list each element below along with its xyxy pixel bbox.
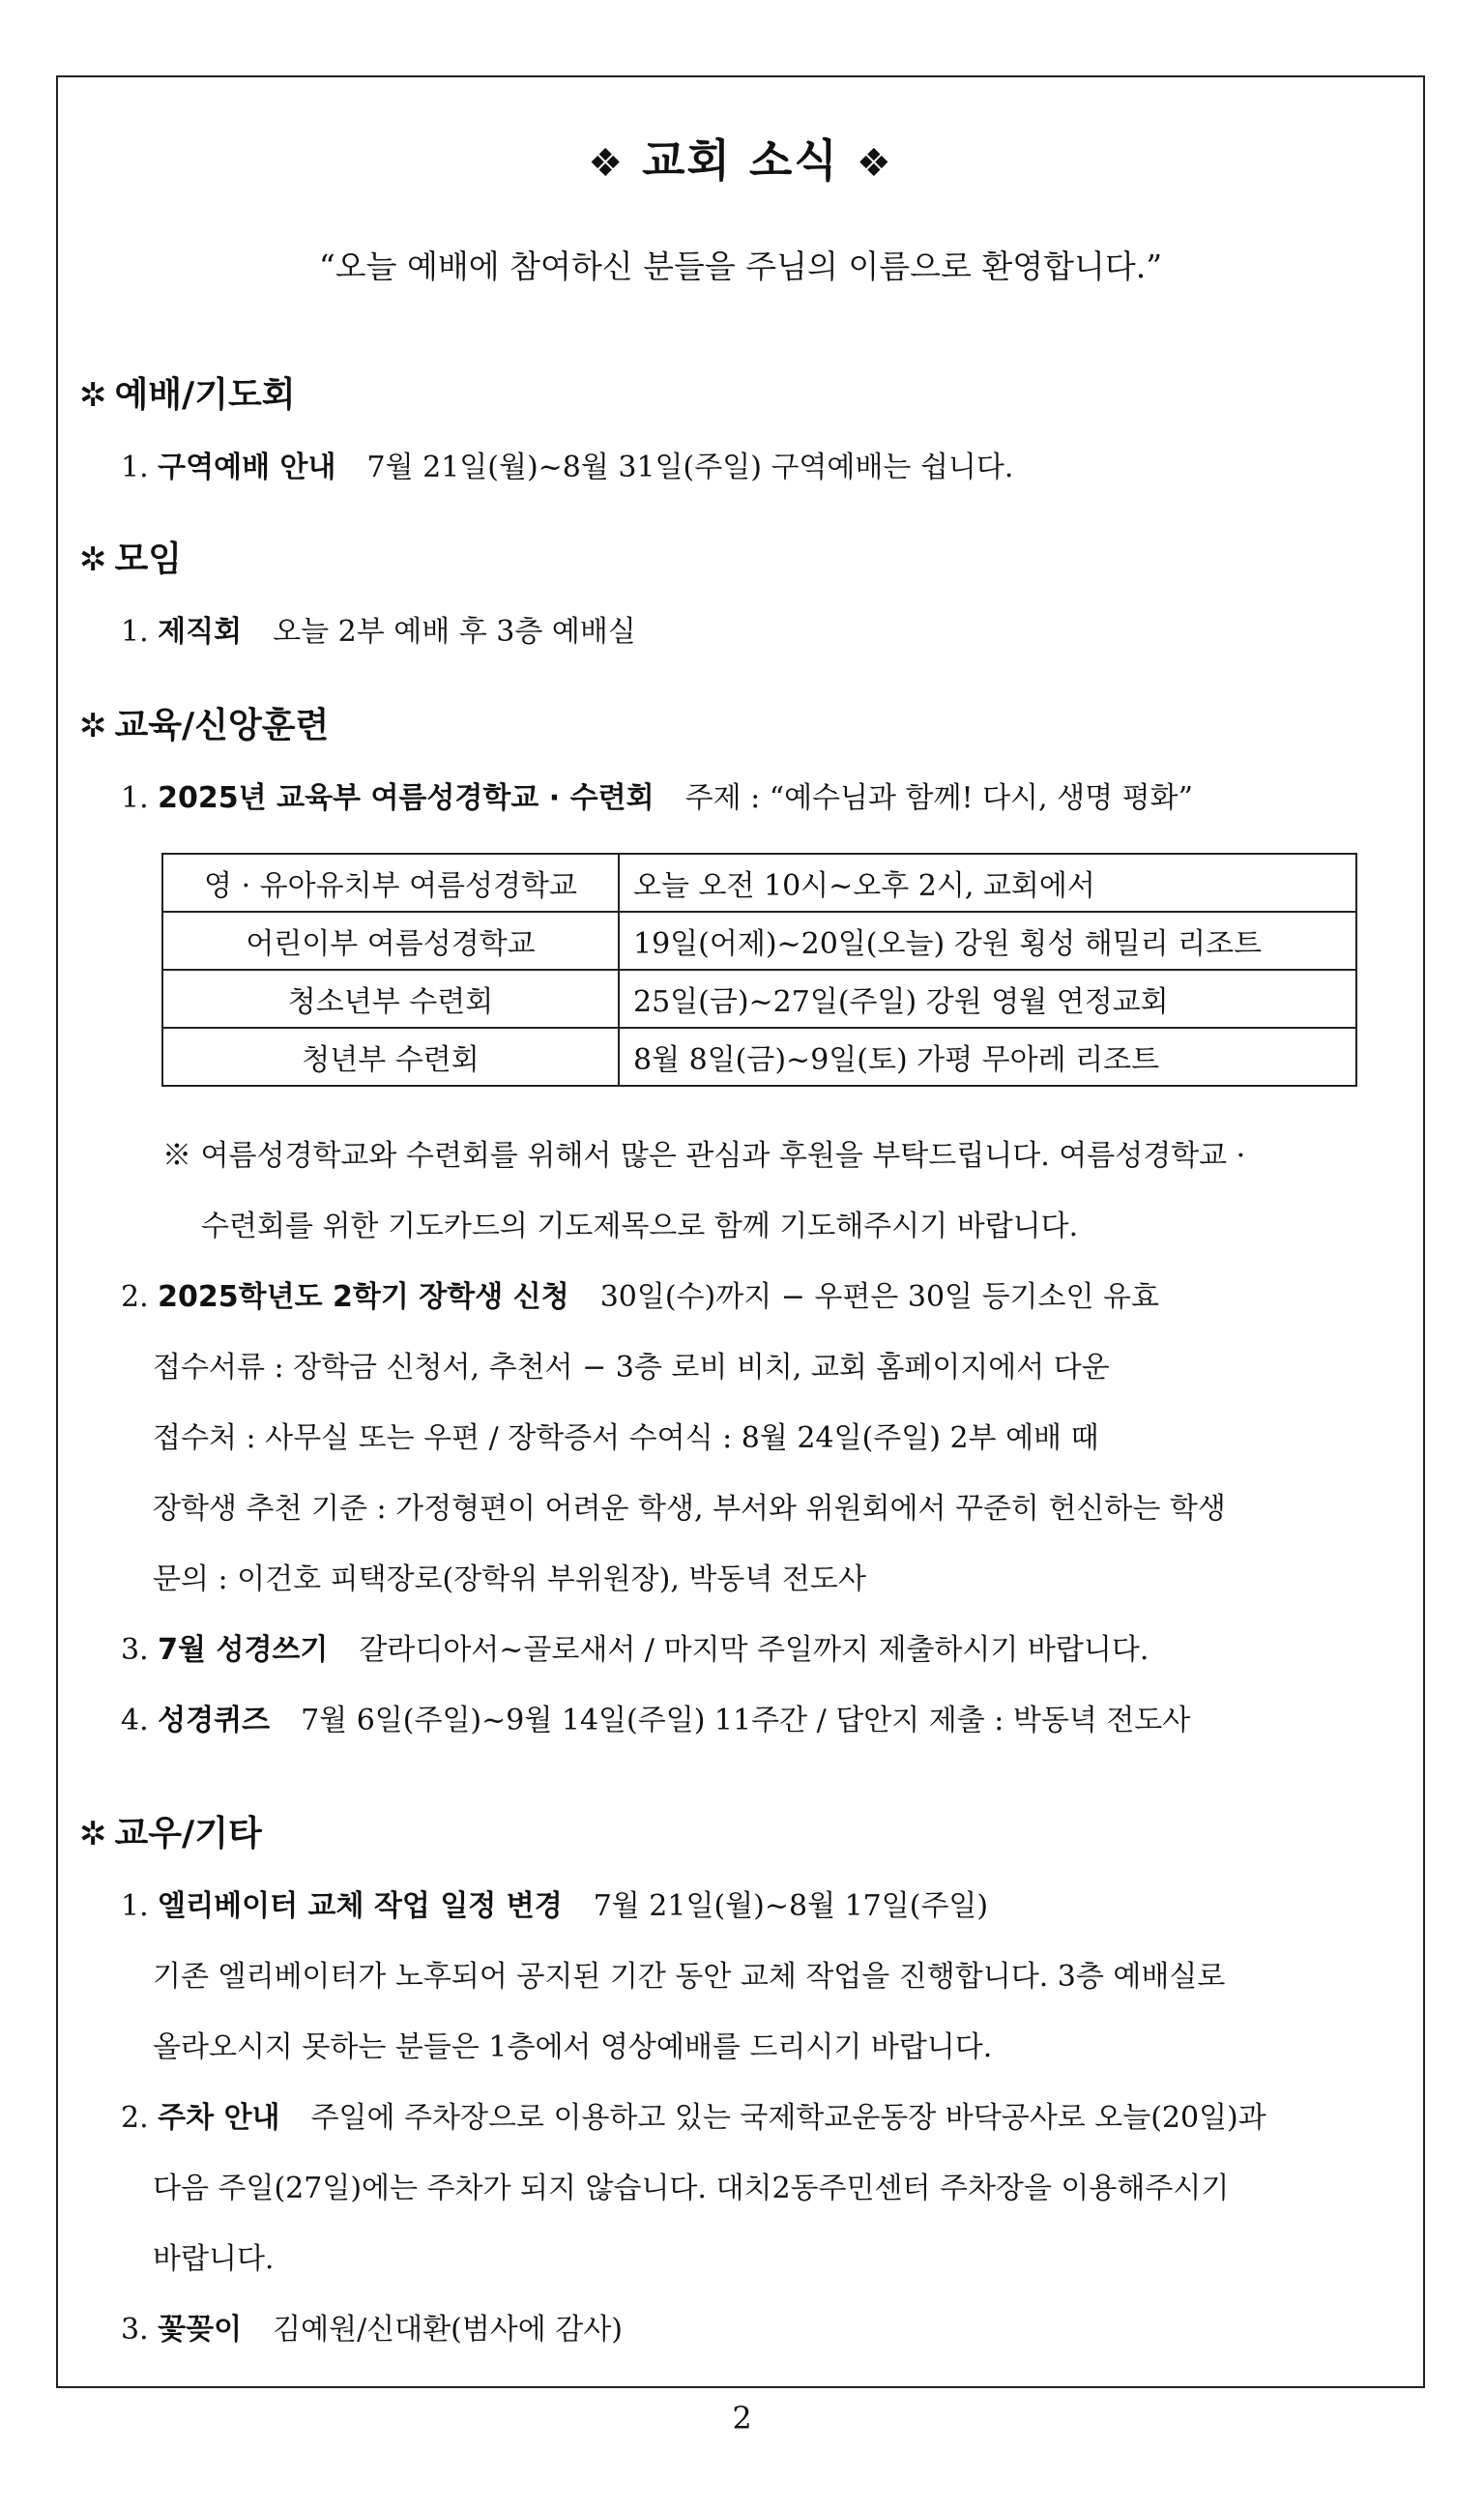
- item-label: 꽃꽂이: [158, 2313, 243, 2347]
- section-heading-worship: ✲ 예배/기도회: [79, 375, 296, 415]
- table-cell-detail: 오늘 오전 10시~오후 2시, 교회에서: [619, 854, 1356, 912]
- item-label: 구역예배 안내: [158, 451, 336, 484]
- item-label: 2025학년도 2학기 장학생 신청: [158, 1280, 569, 1314]
- item-label: 성경퀴즈: [158, 1704, 271, 1737]
- item-label: 제직회: [158, 615, 243, 649]
- summer-program-table: [161, 853, 1357, 1087]
- table-cell-detail: 19일(어제)~20일(오늘) 강원 횡성 해밀리 리조트: [619, 912, 1356, 970]
- table-row: [162, 970, 1356, 1028]
- title-text: 교회 소식: [642, 134, 839, 187]
- bulletin-frame: [56, 75, 1425, 2388]
- detail-line: 다음 주일(27일)에는 주차가 되지 않습니다. 대치2동주민센터 주차장을 이용해주시기: [153, 2172, 1230, 2205]
- star-bullet-icon: ✲: [79, 376, 107, 415]
- detail-line: 문의 : 이건호 피택장로(장학위 부위원장), 박동녁 전도사: [153, 1562, 866, 1596]
- table-cell-dept: 어린이부 여름성경학교: [162, 912, 619, 970]
- star-bullet-icon: ✲: [79, 540, 107, 579]
- note-line: 수련회를 위한 기도카드의 기도제목으로 함께 기도해주시기 바랍니다.: [201, 1210, 1079, 1243]
- list-item: 3. 꽃꽂이 김예원/신대환(범사에 감사): [121, 2313, 623, 2347]
- star-bullet-icon: ✲: [79, 707, 107, 745]
- table-row: [162, 854, 1356, 912]
- list-item: 2. 2025학년도 2학기 장학생 신청 30일(수)까지 − 우편은 30일 등기소인 유효: [121, 1280, 1159, 1314]
- detail-line: 기존 엘리베이터가 노후되어 공지된 기간 동안 교체 작업을 진행합니다. 3층 예배실로: [153, 1960, 1226, 1994]
- detail-line: 장학생 추천 기준 : 가정형편이 어려운 학생, 부서와 위원회에서 꾸준히 헌신하는 학생: [153, 1492, 1226, 1526]
- table-cell-detail: 8월 8일(금)~9일(토) 가평 무아레 리조트: [619, 1028, 1356, 1086]
- page-title: [58, 126, 1423, 190]
- list-item: 2. 주차 안내 주일에 주차장으로 이용하고 있는 국제학교운동장 바닥공사로 오늘(20일)과: [121, 2101, 1266, 2135]
- table-row: [162, 912, 1356, 970]
- detail-line: 접수서류 : 장학금 신청서, 추천서 − 3층 로비 비치, 교회 홈페이지에서 다운: [153, 1351, 1110, 1385]
- section-heading-fellowship: ✲ 교우/기타: [79, 1814, 262, 1853]
- table-cell-detail: 25일(금)~27일(주일) 강원 영월 연정교회: [619, 970, 1356, 1028]
- table-cell-dept: 영 · 유아유치부 여름성경학교: [162, 854, 619, 912]
- table-cell-dept: 청년부 수련회: [162, 1028, 619, 1086]
- table-cell-dept: 청소년부 수련회: [162, 970, 619, 1028]
- page-number: 2: [732, 2400, 752, 2436]
- section-heading-education: ✲ 교육/신앙훈련: [79, 706, 330, 745]
- list-item: 1. 엘리베이터 교체 작업 일정 변경 7월 21일(월)~8월 17일(주일): [121, 1889, 989, 1923]
- star-bullet-icon: ✲: [79, 1815, 107, 1853]
- diamond-ornament-icon: ❖: [856, 141, 893, 186]
- detail-line: 올라오시지 못하는 분들은 1층에서 영상예배를 드리시기 바랍니다.: [153, 2030, 993, 2064]
- item-label: 엘리베이터 교체 작업 일정 변경: [158, 1889, 563, 1923]
- list-item: 1. 구역예배 안내 7월 21일(월)~8월 31일(주일) 구역예배는 쉽니다.: [121, 451, 1014, 484]
- item-label: 2025년 교육부 여름성경학교 · 수련회: [158, 781, 655, 815]
- section-heading-meeting: ✲ 모임: [79, 540, 183, 579]
- diamond-ornament-icon: ❖: [588, 141, 626, 186]
- item-label: 주차 안내: [158, 2101, 280, 2135]
- detail-line: 접수처 : 사무실 또는 우편 / 장학증서 수여식 : 8월 24일(주일) 2부 예배 때: [153, 1421, 1099, 1455]
- detail-line: 바랍니다.: [153, 2242, 275, 2276]
- welcome-message: “오늘 예배에 참여하신 분들을 주님의 이름으로 환영합니다.”: [318, 248, 1163, 285]
- list-item: 1. 제직회 오늘 2부 예배 후 3층 예배실: [121, 615, 636, 649]
- table-row: [162, 1028, 1356, 1086]
- list-item: 3. 7월 성경쓰기 갈라디아서~골로새서 / 마지막 주일까지 제출하시기 바랍니다.: [121, 1633, 1149, 1667]
- list-item: 4. 성경퀴즈 7월 6일(주일)~9월 14일(주일) 11주간 / 답안지 제출 : 박동녁 전도사: [121, 1704, 1191, 1737]
- note-line: ※ 여름성경학교와 수련회를 위해서 많은 관심과 후원을 부탁드립니다. 여름성경학교 ·: [162, 1139, 1246, 1173]
- item-label: 7월 성경쓰기: [158, 1633, 329, 1667]
- list-item: 1. 2025년 교육부 여름성경학교 · 수련회 주제 : “예수님과 함께! 다시, 생명 평화”: [121, 781, 1193, 815]
